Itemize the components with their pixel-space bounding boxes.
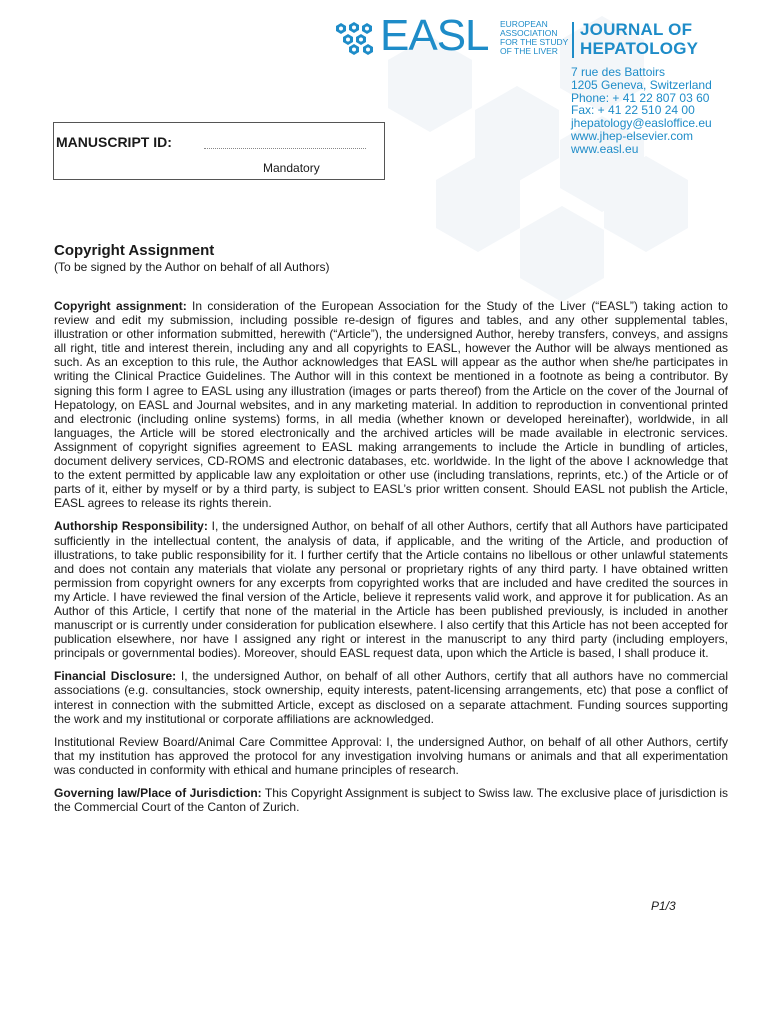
manuscript-id-mandatory-note: Mandatory	[263, 161, 320, 175]
journal-title-line: JOURNAL OF	[580, 20, 693, 39]
section-heading: Copyright assignment:	[54, 299, 187, 313]
association-line: OF THE LIVER	[500, 46, 558, 56]
easl-wordmark: EASL	[380, 11, 489, 60]
contact-address: 7 rue des Battoirs	[571, 65, 666, 79]
contact-email: jhepatology@easloffice.eu	[571, 116, 712, 131]
manuscript-id-box	[53, 122, 385, 180]
section-copyright-assignment	[54, 299, 728, 510]
section-text: In consideration of the European Association for the Study of the Liver (“EASL”) taking action to review and edit my submission, including possible re-design of figures and tables, and any other supplemental tables, illustration or other information submitted, herewith (“Article”), the undersigned Author, hereby transfers, conveys, and assigns all right, title and interest therein, including any and all copyrights to EASL, however the Author will be always mentioned as such. As an exception to this rule, the Author acknowledges that EASL will appear as the author when she/he participates in writing the Clinical Practice Guidelines. The Author will in this context be mentioned in a footnote as being a contributor. By signing this form I agree to EASL using any illustration (images or parts thereof) from the Article on the cover of the Journal of Hepatology, on EASL and Journal websites, and in any marketing material. In addition to reproduction in conventional printed and electronic (including online systems) forms, in all media (whether known or developed hereinafter), worldwide, in all languages, the Article will be stored electronically and the archived articles will be made available in electronic services. Assignment of copyright signifies agreement to EASL making arrangements to include the Article in bundling of articles, document delivery services, CD-ROMS and electronic databases, etc. worldwide. In the light of the above I acknowledge that to the extent permitted by applicable law any exploitation or other use (including translations, reprints, etc.) of the Article or of parts of it, either by myself or by a third party, is subject to EASL’s prior written consent. Should EASL not publish the Article, EASL agrees to release its rights therein.	[54, 299, 728, 511]
section-heading: Authorship Responsibility:	[54, 519, 208, 534]
page-subtitle: (To be signed by the Author on behalf of all Authors)	[54, 260, 330, 274]
association-line: FOR THE STUDY	[500, 37, 569, 47]
manuscript-id-label: MANUSCRIPT ID:	[56, 134, 172, 150]
contact-website-jhep: www.jhep-elsevier.com	[571, 128, 694, 143]
logo-divider	[572, 22, 574, 58]
document-body	[54, 299, 728, 823]
section-heading: Governing law/Place of Jurisdiction:	[54, 786, 262, 800]
easl-hexagon-logo-icon	[334, 22, 378, 56]
section-text: Institutional Review Board/Animal Care Committee Approval: I, the undersigned Author, on behalf of all other Authors, certify that my institution has approved the protocol for any investigation involving humans or animals and that all experimentation was conducted in conformity with ethical and humane principles of research.	[54, 734, 728, 777]
section-text: I, the undersigned Author, on behalf of all other Authors, certify that all authors have no commercial associations (e.g. consultancies, stock ownership, equity interests, patent-licensing arrangements, etc) that pose a conflict of interest in connection with the submitted Article, except as disclosed on a separate attachment. Funding sources supporting the work and my institutional or corporate affiliations are acknowledged.	[54, 669, 728, 726]
section-heading: Financial Disclosure:	[54, 669, 177, 684]
section-text: I, the undersigned Author, on behalf of all other Authors, certify that all Authors have participated sufficiently in the intellectual content, the analysis of data, if applicable, and the writing of the Article, and production of illustrations, to take public responsibility for it. I further certify that the Article contains no libellous or other unlawful statements and does not contain any materials that violate any personal or proprietary rights of any third party. I have obtained written permission from copyright owners for any excerpts from copyrighted works that are included and have credited the sources in my Article. I have reviewed the final version of the Article, believe it represents valid work, and approve it for publication. As an Author of this Article, I certify that none of the material in the Article has been published previously, is included in another manuscript or is currently under consideration for publication elsewhere. I also certify that this Article has not been accepted for publication elsewhere, nor have I assigned any right or interest in the manuscript to any third party (including employers, principals or governmental bodies). Moreover, should EASL request data, upon which the Article is based, I shall produce it.	[54, 519, 728, 661]
section-authorship-responsibility	[54, 519, 728, 660]
association-line: EUROPEAN	[500, 19, 548, 29]
contact-city: 1205 Geneva, Switzerland	[571, 77, 712, 92]
section-financial-disclosure	[54, 669, 728, 725]
association-name	[500, 20, 580, 56]
page-number: P1/3	[651, 899, 676, 913]
section-governing-law	[54, 786, 728, 814]
association-line: ASSOCIATION	[500, 28, 558, 38]
section-review-board-approval	[54, 735, 728, 777]
contact-website-easl: www.easl.eu	[571, 141, 639, 156]
contact-phone: Phone: + 41 22 807 03 60	[571, 90, 710, 105]
contact-block	[571, 66, 712, 156]
journal-title-line: HEPATOLOGY	[580, 39, 699, 58]
manuscript-id-field[interactable]	[204, 148, 366, 149]
page-title: Copyright Assignment	[54, 242, 215, 259]
journal-title	[580, 20, 698, 58]
section-text: This Copyright Assignment is subject to Swiss law. The exclusive place of jurisdiction is the Commercial Court of the Canton of Zurich.	[54, 786, 729, 815]
contact-fax: Fax: + 41 22 510 24 00	[571, 103, 695, 118]
